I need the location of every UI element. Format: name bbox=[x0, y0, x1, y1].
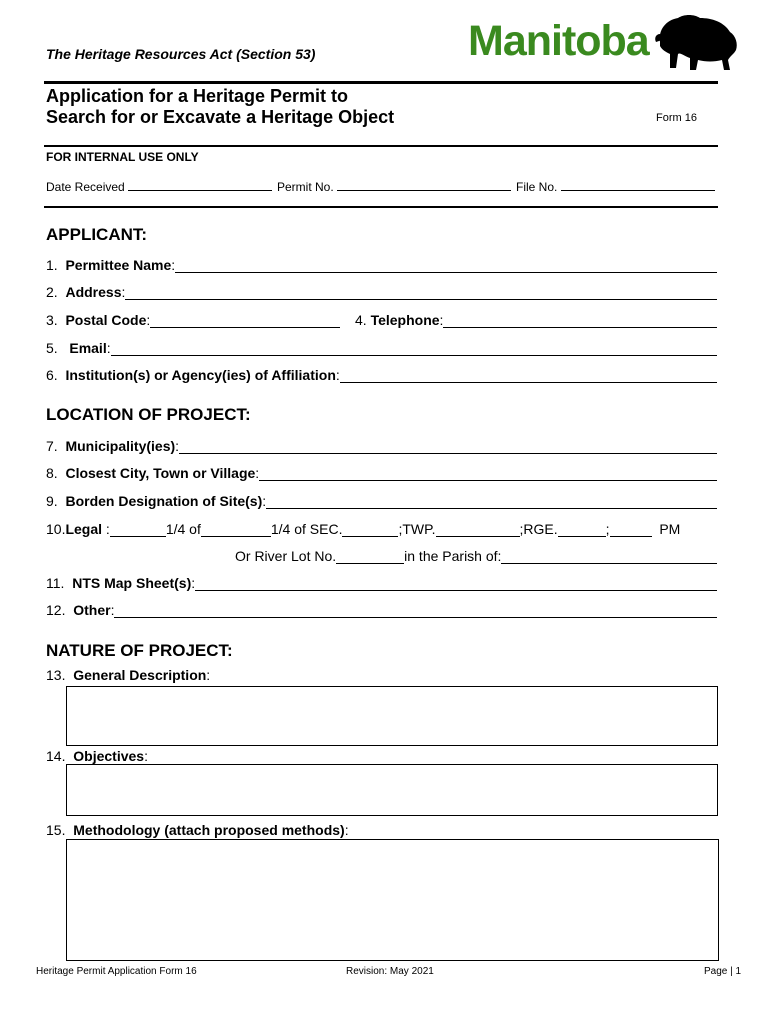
applicant-heading: APPLICANT: bbox=[46, 225, 148, 244]
postal-code-label: Postal Code bbox=[65, 312, 147, 328]
twp-text: ;TWP. bbox=[398, 521, 436, 537]
borden-designation-row: 9. Borden Designation of Site(s) : bbox=[46, 491, 717, 509]
methodology-label: Methodology (attach proposed methods) bbox=[73, 822, 345, 838]
affiliation-row: 6. Institution(s) or Agency(ies) of Affiliation : bbox=[46, 365, 717, 383]
nts-map-label: NTS Map Sheet(s) bbox=[72, 575, 192, 591]
internal-rule bbox=[44, 206, 718, 208]
other-field[interactable] bbox=[114, 602, 717, 618]
footer-form-name: Heritage Permit Application Form 16 bbox=[36, 966, 197, 977]
telephone-field[interactable] bbox=[443, 312, 717, 328]
date-received-row bbox=[46, 178, 272, 194]
nature-heading: NATURE OF PROJECT: bbox=[46, 641, 233, 660]
methodology-row: 15. Methodology (attach proposed methods) : bbox=[46, 822, 349, 838]
permit-no-row bbox=[277, 178, 511, 194]
quarter-of-text: 1/4 of bbox=[165, 521, 201, 537]
field-number: 14. bbox=[46, 748, 66, 764]
postal-code-row: 3. Postal Code : bbox=[46, 310, 340, 328]
semicolon-text: ; bbox=[605, 521, 610, 537]
objectives-box[interactable] bbox=[66, 764, 718, 816]
permittee-name-field[interactable] bbox=[175, 257, 717, 273]
title-line-2: Search for or Excavate a Heritage Object bbox=[46, 107, 395, 127]
permittee-name-label: Permittee Name bbox=[65, 257, 172, 273]
footer-revision: Revision: May 2021 bbox=[346, 966, 434, 977]
objectives-label: Objectives bbox=[73, 748, 145, 764]
section-field[interactable] bbox=[342, 521, 398, 537]
field-number: 12. bbox=[46, 602, 66, 618]
file-no-label: File No. bbox=[516, 180, 558, 194]
other-row: 12. Other : bbox=[46, 600, 717, 618]
field-number: 6. bbox=[46, 367, 58, 383]
telephone-label: Telephone bbox=[370, 312, 440, 328]
legal-label: Legal bbox=[65, 521, 103, 537]
legal-quarter-field[interactable] bbox=[110, 521, 166, 537]
permittee-name-row: 1. Permittee Name : bbox=[46, 255, 717, 273]
river-lot-row bbox=[235, 546, 717, 564]
general-description-box[interactable] bbox=[66, 686, 718, 746]
field-number: 5. bbox=[46, 340, 58, 356]
address-label: Address bbox=[65, 284, 122, 300]
bison-icon bbox=[654, 12, 740, 72]
field-number: 15. bbox=[46, 822, 66, 838]
field-number: 10. bbox=[46, 521, 66, 537]
field-number: 2. bbox=[46, 284, 58, 300]
methodology-box[interactable] bbox=[66, 839, 719, 961]
affiliation-field[interactable] bbox=[340, 367, 717, 383]
field-number: 8. bbox=[46, 465, 58, 481]
act-reference: The Heritage Resources Act (Section 53) bbox=[46, 46, 316, 62]
objectives-row: 14. Objectives : bbox=[46, 748, 148, 764]
location-heading: LOCATION OF PROJECT: bbox=[46, 405, 251, 424]
file-no-field[interactable] bbox=[561, 178, 715, 191]
date-received-field[interactable] bbox=[128, 178, 272, 191]
form-number: Form 16 bbox=[656, 112, 697, 124]
field-number: 3. bbox=[46, 312, 58, 328]
rge-text: ;RGE. bbox=[519, 521, 558, 537]
meridian-field[interactable] bbox=[610, 521, 652, 537]
nts-map-field[interactable] bbox=[195, 575, 717, 591]
pm-text: PM bbox=[659, 521, 681, 537]
field-number: 9. bbox=[46, 493, 58, 509]
general-description-row: 13. General Description : bbox=[46, 667, 211, 683]
municipality-label: Municipality(ies) bbox=[65, 438, 176, 454]
footer-page-number: Page | 1 bbox=[704, 966, 742, 977]
email-label: Email bbox=[69, 340, 107, 356]
nts-map-row: 11. NTS Map Sheet(s) : bbox=[46, 573, 717, 591]
logo-text: Manitoba bbox=[468, 17, 649, 65]
title-line-1: Application for a Heritage Permit to bbox=[46, 86, 349, 106]
parish-field[interactable] bbox=[501, 548, 717, 564]
quarter-sec-text: 1/4 of SEC. bbox=[270, 521, 343, 537]
parish-label: in the Parish of: bbox=[404, 548, 502, 564]
email-field[interactable] bbox=[111, 340, 717, 356]
closest-city-label: Closest City, Town or Village bbox=[65, 465, 256, 481]
email-row: 5. Email : bbox=[46, 338, 717, 356]
township-field[interactable] bbox=[436, 521, 520, 537]
file-no-row bbox=[516, 178, 715, 194]
postal-code-field[interactable] bbox=[150, 312, 340, 328]
legal-row: 10. Legal : 1/4 of 1/4 of SEC. ;TWP. ;RGE. ; PM bbox=[46, 521, 681, 537]
permit-no-label: Permit No. bbox=[277, 180, 334, 194]
field-number: 11. bbox=[46, 575, 65, 591]
date-received-label: Date Received bbox=[46, 180, 125, 194]
river-lot-label: Or River Lot No. bbox=[235, 548, 337, 564]
field-number: 13. bbox=[46, 667, 66, 683]
legal-quarter2-field[interactable] bbox=[201, 521, 271, 537]
field-number: 4. bbox=[355, 312, 367, 328]
internal-use-heading: FOR INTERNAL USE ONLY bbox=[46, 150, 199, 164]
address-row: 2. Address : bbox=[46, 282, 717, 300]
title-rule bbox=[44, 145, 718, 147]
page-title bbox=[46, 86, 394, 128]
borden-designation-label: Borden Designation of Site(s) bbox=[65, 493, 263, 509]
range-field[interactable] bbox=[558, 521, 606, 537]
municipality-row: 7. Municipality(ies) : bbox=[46, 436, 717, 454]
closest-city-row: 8. Closest City, Town or Village : bbox=[46, 463, 717, 481]
borden-designation-field[interactable] bbox=[266, 493, 717, 509]
other-label: Other bbox=[73, 602, 111, 618]
general-description-label: General Description bbox=[73, 667, 207, 683]
municipality-field[interactable] bbox=[179, 438, 717, 454]
header-rule bbox=[44, 81, 718, 84]
affiliation-label: Institution(s) or Agency(ies) of Affiliation bbox=[65, 367, 336, 383]
closest-city-field[interactable] bbox=[259, 465, 717, 481]
field-number: 7. bbox=[46, 438, 58, 454]
river-lot-field[interactable] bbox=[336, 548, 404, 564]
permit-no-field[interactable] bbox=[337, 178, 511, 191]
manitoba-logo bbox=[468, 12, 740, 76]
telephone-row: 4. Telephone : bbox=[355, 310, 717, 328]
field-number: 1. bbox=[46, 257, 58, 273]
address-field[interactable] bbox=[125, 284, 717, 300]
